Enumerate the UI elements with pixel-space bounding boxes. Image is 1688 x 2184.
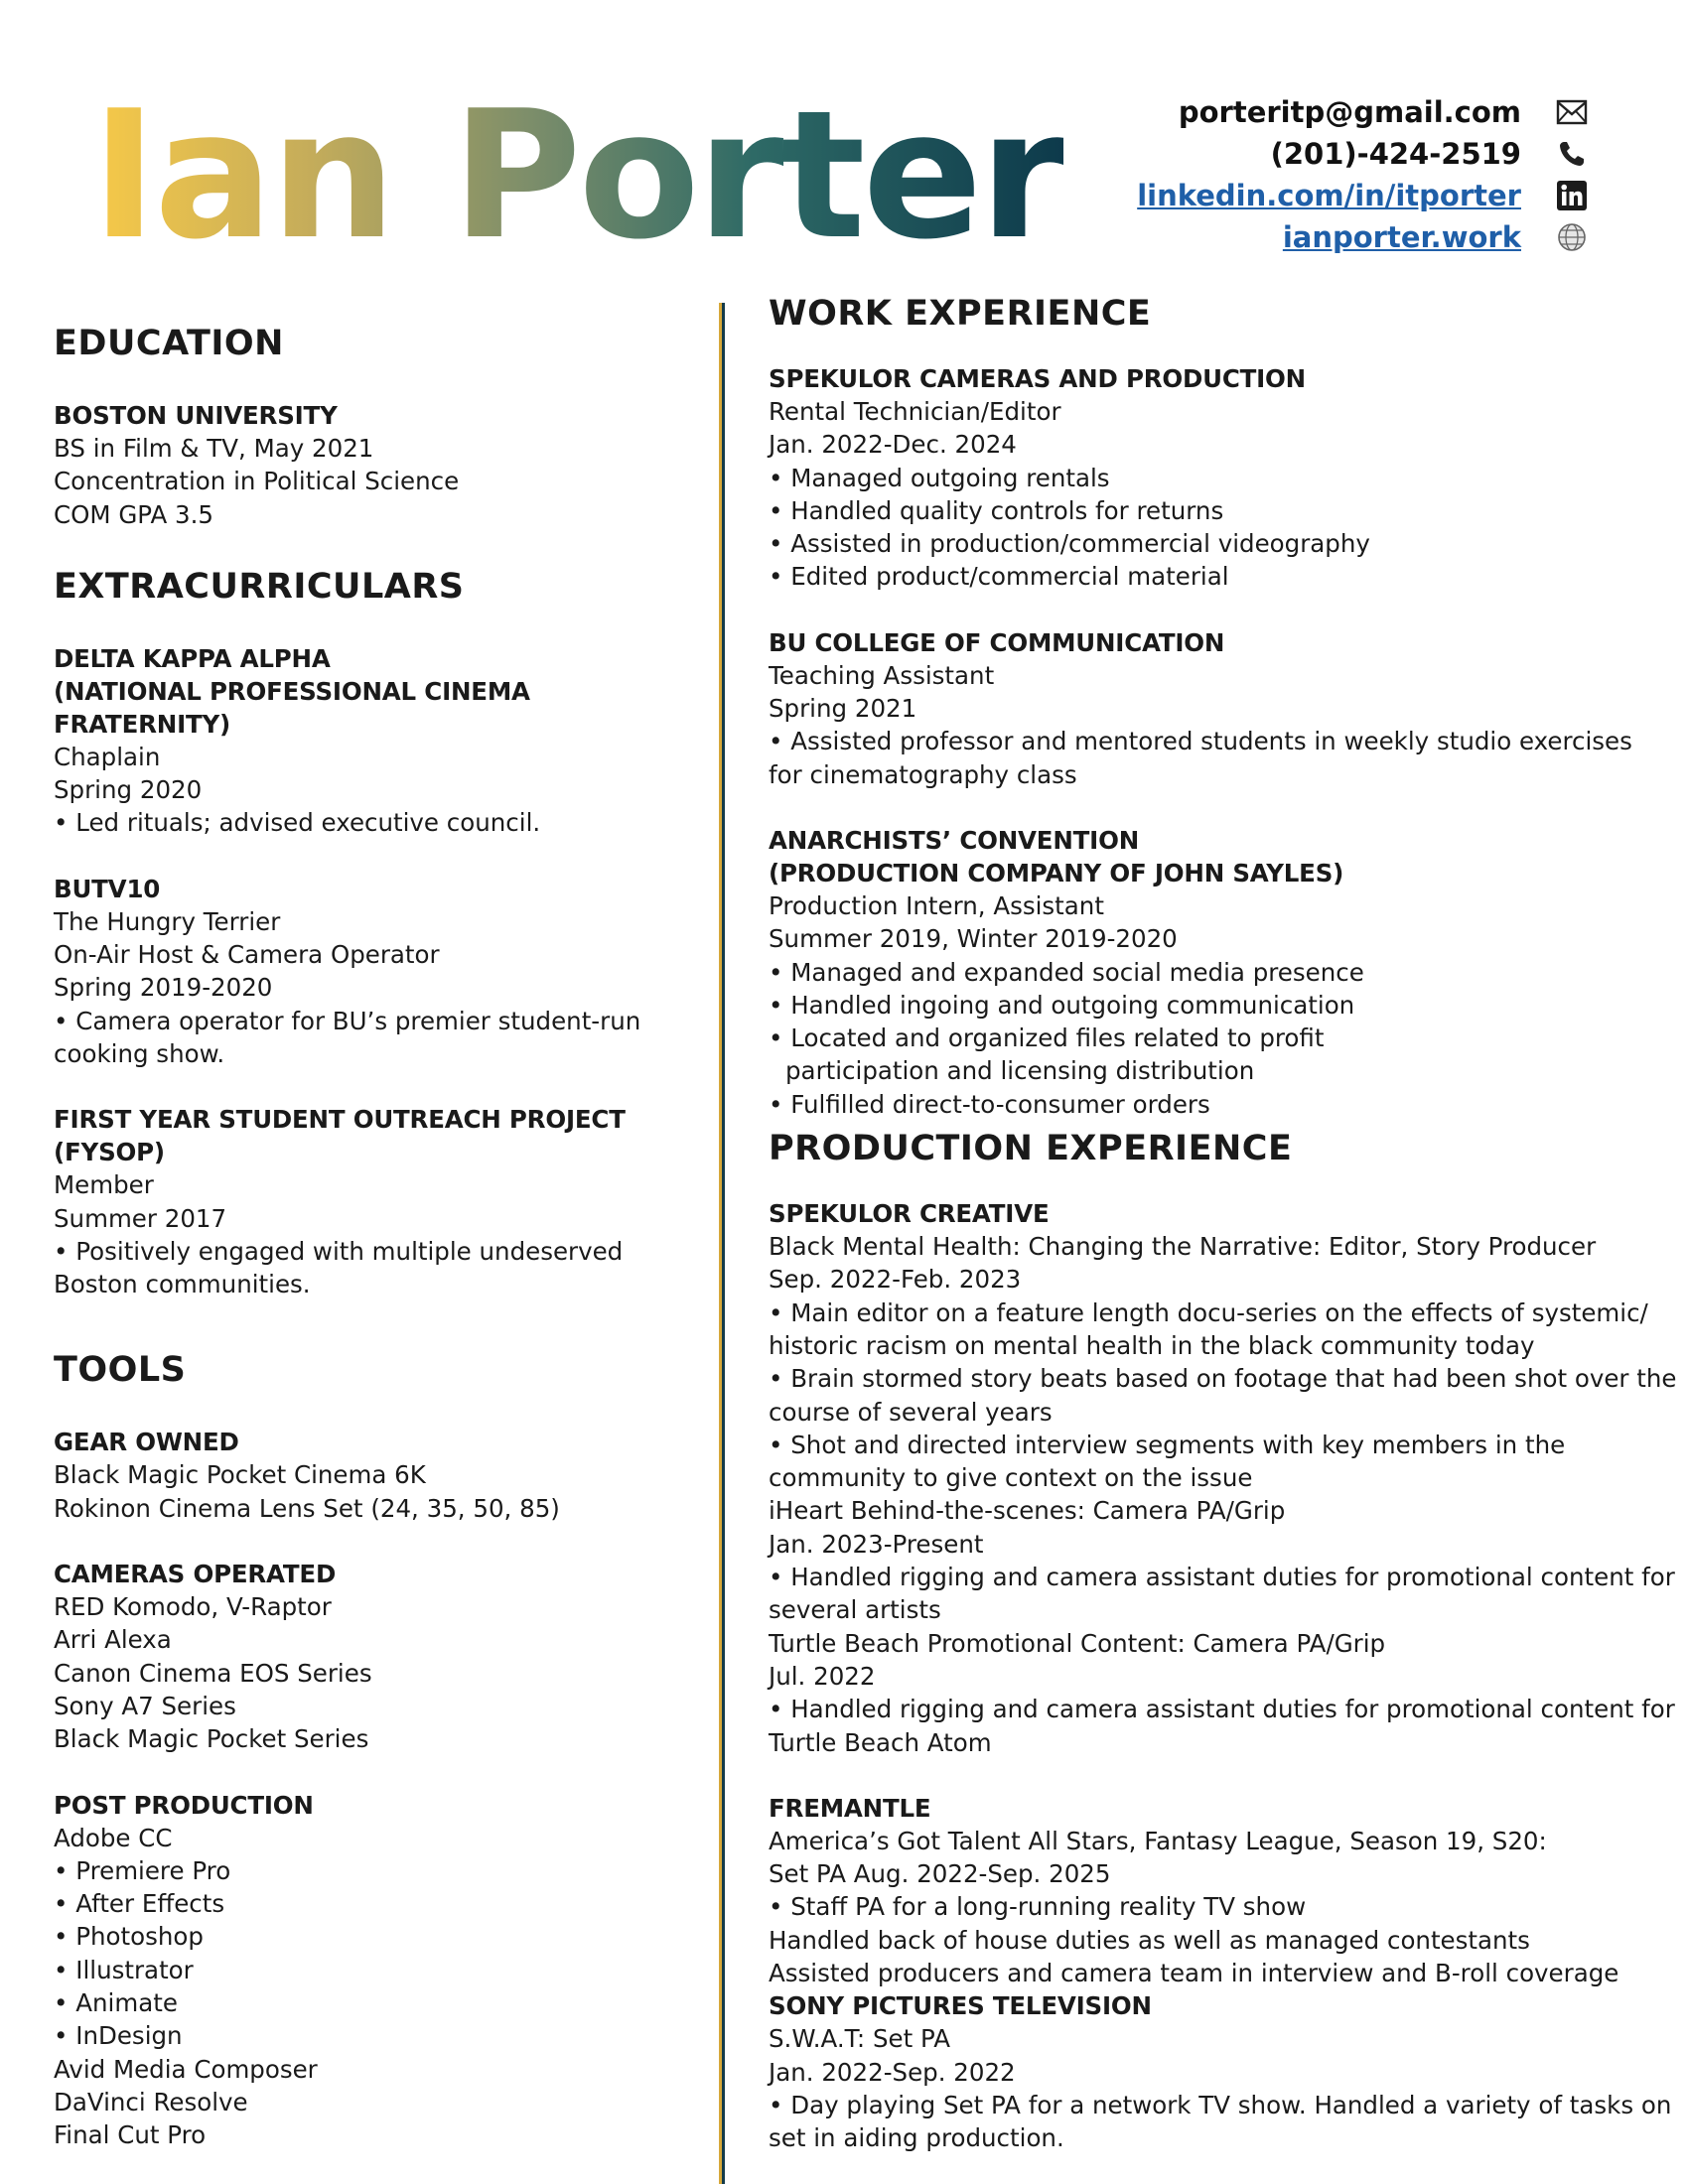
entry-line: DaVinci Resolve — [54, 2087, 248, 2116]
entry-line: Spring 2019-2020 — [54, 973, 273, 1003]
entry-line: • Handled rigging and camera assistant duties for promotional content for — [769, 1563, 1675, 1592]
org-sony-pictures-television: SONY PICTURES TELEVISION — [769, 1991, 1152, 2021]
entry-line: Jul. 2022 — [769, 1661, 876, 1691]
entry-line: set in aiding production. — [769, 2123, 1064, 2153]
org-delta-kappa-alpha: DELTA KAPPA ALPHA — [54, 643, 331, 673]
right-column — [769, 286, 1677, 2154]
section-title-work-experience: WORK EXPERIENCE — [769, 294, 1152, 334]
entry-line: course of several years — [769, 1397, 1053, 1427]
entry-line: Black Magic Pocket Series — [54, 1724, 369, 1754]
section-title-education: EDUCATION — [54, 324, 284, 363]
entry-line: America’s Got Talent All Stars, Fantasy League, Season 19, S20: — [769, 1826, 1547, 1855]
entry-line: Avid Media Composer — [54, 2054, 318, 2084]
entry-line: participation and licensing distribution — [785, 1056, 1255, 1086]
entry-line: iHeart Behind-the-scenes: Camera PA/Grip — [769, 1496, 1286, 1526]
entry-line: • Located and organized files related to profit — [769, 1024, 1325, 1053]
entry-line: Canon Cinema EOS Series — [54, 1658, 372, 1688]
entry-line: Adobe CC — [54, 1823, 173, 1852]
linkedin-icon[interactable] — [1555, 179, 1589, 212]
entry-line: Spring 2021 — [769, 694, 917, 724]
website-link[interactable]: ianporter.work — [1282, 220, 1521, 254]
envelope-icon — [1555, 95, 1589, 129]
entry-line: Black Mental Health: Changing the Narrative: Editor, Story Producer — [769, 1232, 1597, 1262]
globe-icon — [1555, 220, 1589, 254]
entry-line: historic racism on mental health in the black community today — [769, 1330, 1535, 1360]
org-boston-university: BOSTON UNIVERSITY — [54, 401, 338, 430]
contact-block — [1033, 91, 1589, 258]
entry-line: • Fulfilled direct-to-consumer orders — [769, 1089, 1210, 1119]
entry-line: COM GPA 3.5 — [54, 499, 214, 529]
contact-email[interactable] — [1033, 91, 1589, 133]
entry-line: community to give context on the issue — [769, 1463, 1253, 1493]
org-spekulor-creative: SPEKULOR CREATIVE — [769, 1199, 1050, 1229]
org-anarchists-convention: ANARCHISTS’ CONVENTION — [769, 825, 1140, 855]
entry-line: Set PA Aug. 2022-Sep. 2025 — [769, 1859, 1111, 1889]
contact-phone[interactable] — [1033, 133, 1589, 175]
entry-line: Turtle Beach Atom — [769, 1727, 992, 1757]
entry-line: Black Magic Pocket Cinema 6K — [54, 1460, 426, 1490]
entry-line: BS in Film & TV, May 2021 — [54, 434, 374, 463]
entry-line: Spring 2020 — [54, 775, 203, 805]
entry-line: Final Cut Pro — [54, 2120, 207, 2150]
entry-line: • Shot and directed interview segments with key members in the — [769, 1430, 1566, 1459]
entry-line: Summer 2017 — [54, 1203, 227, 1233]
production-experience-section — [769, 1121, 1677, 2154]
entry-line: Jan. 2022-Sep. 2022 — [769, 2057, 1016, 2087]
entry-line: • Photoshop — [54, 1922, 204, 1952]
column-divider — [719, 303, 725, 2184]
entry-line: The Hungry Terrier — [54, 906, 281, 936]
entry-line: Rokinon Cinema Lens Set (24, 35, 50, 85) — [54, 1493, 560, 1523]
entry-line: • Day playing Set PA for a network TV show. Handled a variety of tasks on — [769, 2090, 1672, 2119]
education-section — [54, 316, 709, 531]
entry-line: Turtle Beach Promotional Content: Camera PA/Grip — [769, 1628, 1386, 1658]
section-title-tools: TOOLS — [54, 1350, 187, 1391]
entry-line: Concentration in Political Science — [54, 467, 460, 496]
entry-line: Jan. 2023-Present — [769, 1529, 984, 1559]
entry-line: On-Air Host & Camera Operator — [54, 940, 440, 970]
entry-line: several artists — [769, 1595, 941, 1625]
org-cameras-operated: CAMERAS OPERATED — [54, 1560, 337, 1589]
org-fremantle: FREMANTLE — [769, 1793, 931, 1823]
entry-line: • Staff PA for a long-running reality TV show — [769, 1892, 1307, 1922]
entry-line: • Led rituals; advised executive council. — [54, 808, 541, 838]
entry-line: • Positively engaged with multiple undeserved — [54, 1236, 624, 1266]
entry-line: Production Intern, Assistant — [769, 890, 1104, 920]
org-subtitle: (PRODUCTION COMPANY OF JOHN SAYLES) — [769, 858, 1344, 887]
entry-line: Jan. 2022-Dec. 2024 — [769, 430, 1017, 460]
org-gear-owned: GEAR OWNED — [54, 1428, 239, 1457]
org-subtitle: (NATIONAL PROFESSIONAL CINEMA FRATERNITY) — [54, 676, 530, 739]
entry-line: Summer 2019, Winter 2019-2020 — [769, 924, 1178, 954]
entry-line: • Premiere Pro — [54, 1855, 231, 1885]
extracurriculars-section — [54, 559, 709, 1301]
left-column — [54, 316, 709, 2152]
email-text[interactable]: porteritp@gmail.com — [1178, 95, 1521, 129]
resume-name: Ian Porter — [91, 72, 1064, 278]
org-spekulor-cameras: SPEKULOR CAMERAS AND PRODUCTION — [769, 364, 1306, 393]
org-fysop: FIRST YEAR STUDENT OUTREACH PROJECT (FYSOP) — [54, 1105, 626, 1167]
entry-line: • After Effects — [54, 1889, 225, 1919]
org-butv10: BUTV10 — [54, 874, 161, 903]
entry-line: Sep. 2022-Feb. 2023 — [769, 1265, 1022, 1295]
entry-line: • Handled rigging and camera assistant duties for promotional content for — [769, 1695, 1675, 1724]
entry-line: Boston communities. — [54, 1270, 311, 1299]
entry-line: Sony A7 Series — [54, 1691, 236, 1720]
work-experience-section — [769, 286, 1652, 1121]
org-post-production: POST PRODUCTION — [54, 1790, 314, 1820]
entry-line: • Assisted professor and mentored students in weekly studio exercises — [769, 727, 1632, 756]
entry-line: Chaplain — [54, 742, 161, 771]
section-title-extracurriculars: EXTRACURRICULARS — [54, 566, 465, 607]
entry-line: • Managed outgoing rentals — [769, 463, 1110, 492]
entry-line: • Camera operator for BU’s premier student-run — [54, 1006, 641, 1035]
entry-line: • Brain stormed story beats based on footage that had been shot over the — [769, 1364, 1677, 1394]
entry-line: • Illustrator — [54, 1955, 194, 1984]
entry-line: Assisted producers and camera team in interview and B-roll coverage — [769, 1958, 1619, 1987]
org-bu-college-of-communication: BU COLLEGE OF COMMUNICATION — [769, 627, 1225, 657]
linkedin-link[interactable]: linkedin.com/in/itporter — [1137, 179, 1521, 212]
entry-line: • InDesign — [54, 2021, 183, 2051]
contact-website[interactable] — [1033, 216, 1589, 258]
entry-line: • Managed and expanded social media presence — [769, 957, 1364, 987]
entry-line: • Handled quality controls for returns — [769, 495, 1224, 525]
entry-line: S.W.A.T: Set PA — [769, 2024, 950, 2054]
phone-icon — [1555, 137, 1589, 171]
entry-line: Arri Alexa — [54, 1625, 172, 1655]
entry-line: cooking show. — [54, 1038, 225, 1068]
tools-section — [54, 1342, 709, 2151]
entry-line: Handled back of house duties as well as managed contestants — [769, 1925, 1530, 1955]
section-title-production-experience: PRODUCTION EXPERIENCE — [769, 1129, 1293, 1169]
entry-line: Member — [54, 1170, 154, 1200]
contact-linkedin[interactable] — [1033, 175, 1589, 216]
entry-line: • Edited product/commercial material — [769, 562, 1229, 592]
entry-line: for cinematography class — [769, 759, 1077, 789]
entry-line: • Main editor on a feature length docu-series on the effects of systemic/ — [769, 1297, 1648, 1327]
phone-text[interactable]: (201)-424-2519 — [1270, 137, 1521, 171]
entry-line: • Assisted in production/commercial videography — [769, 529, 1370, 559]
entry-line: • Handled ingoing and outgoing communication — [769, 990, 1355, 1020]
entry-line: Rental Technician/Editor — [769, 397, 1061, 426]
entry-line: Teaching Assistant — [769, 660, 995, 690]
entry-line: RED Komodo, V-Raptor — [54, 1592, 332, 1622]
entry-line: • Animate — [54, 1988, 178, 2018]
